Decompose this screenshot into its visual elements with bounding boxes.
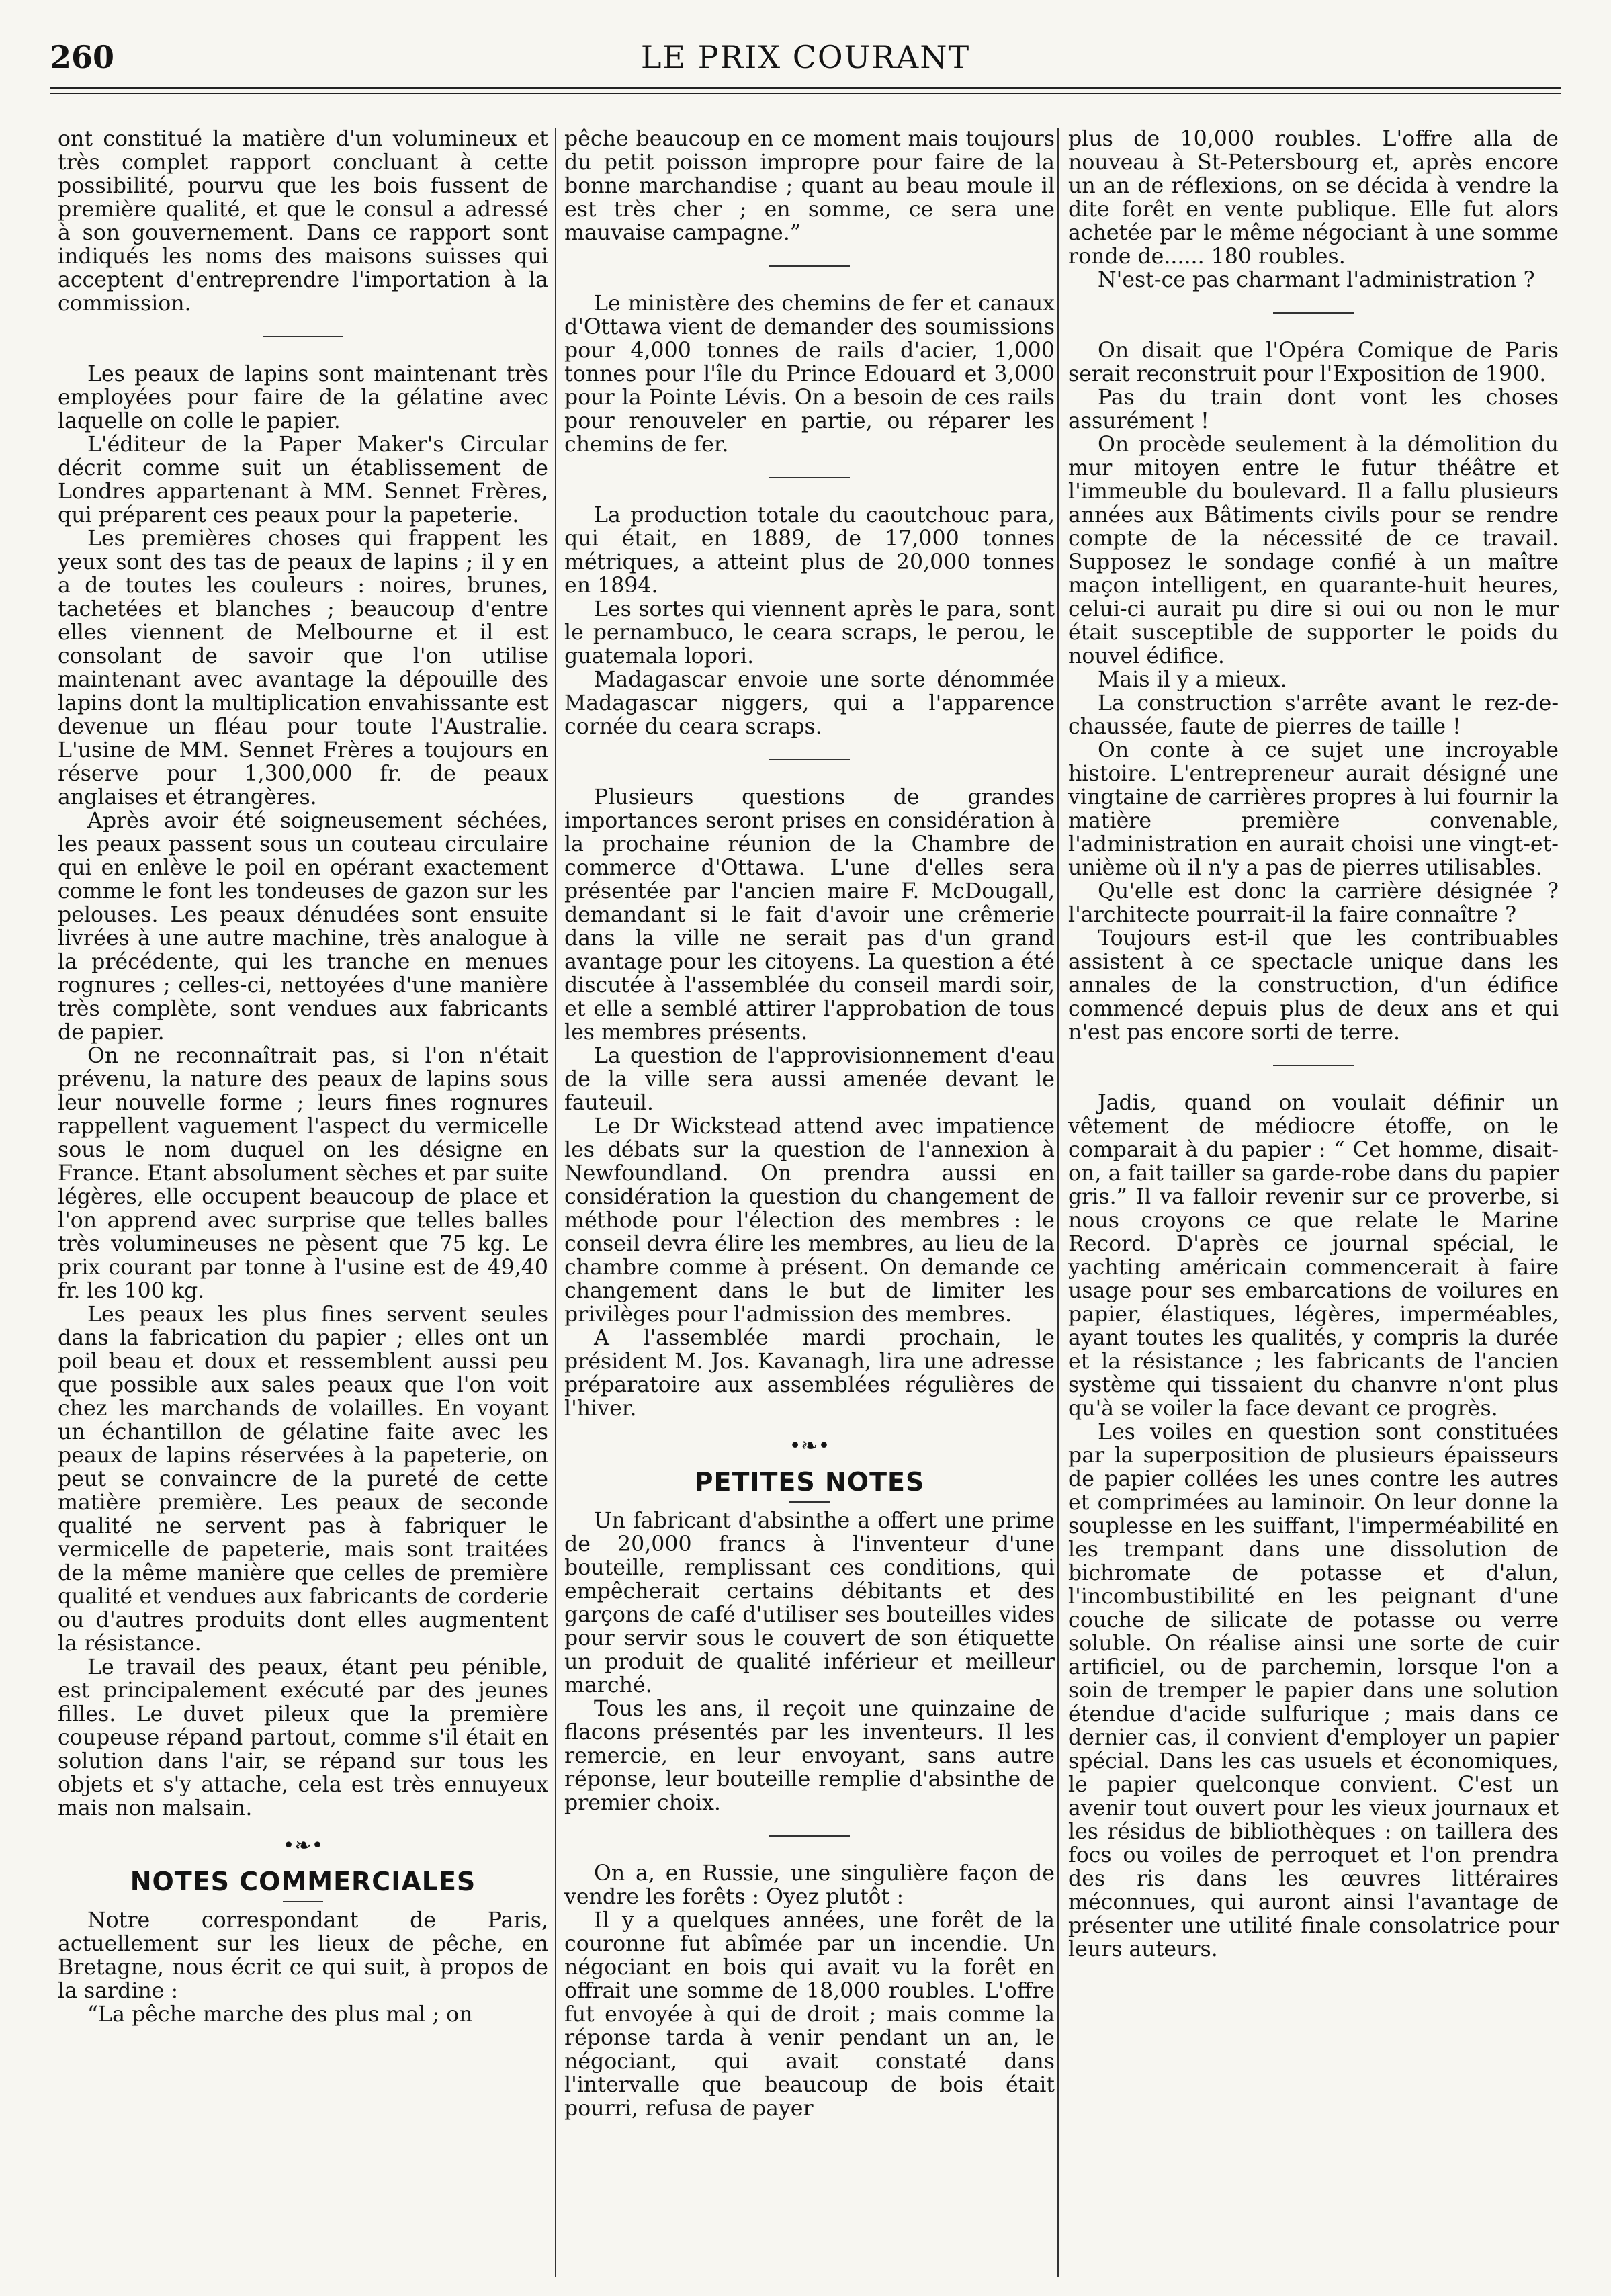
paragraph: On a, en Russie, une singulière façon de vendre les forêts : Oyez plutôt : [564, 1861, 1055, 1909]
paragraph: plus de 10,000 roubles. L'offre alla de nouveau à St-Petersbourg et, après encore un an de réflexions, on se décida à vendre la dite forêt en vente publique. Elle fut alors achetée par le même négociant à une somme ronde de...... 180 roubles. [1068, 128, 1559, 269]
separator [1273, 312, 1354, 314]
paragraph: Il y a quelques années, une forêt de la couronne fut abîmée par un incendie. Un négociant en bois qui avait vu la forêt en offrait une somme de 18,000 roubles. L'offre fut envoyée à qui de droit ; mais comme la réponse tarda à venir pendant un an, le négociant, qui avait constaté dans l'intervalle que beaucoup de bois était pourri, refusa de payer [564, 1908, 1055, 2121]
separator [769, 759, 850, 760]
paragraph: Jadis, quand on voulait définir un vêtement de médiocre étoffe, on le comparait à du papier : “ Cet homme, disait-on, a fait tailler sa garde-robe dans du papier gris.” Il va falloir revenir sur ce proverbe, si nous croyons ce que relate le Marine Record. D'après ce journal spécial, le yachting américain commencerait à faire usage pour ses embarcations de voilures en papier, élastiques, légères, imperméables, ayant toutes les qualités, y compris la durée et la résistance ; les fabricants de l'ancien système qui tissaient du chanvre n'ont plus qu'à se voiler la face devant ce progrès. [1068, 1091, 1559, 1421]
column-divider [1057, 128, 1059, 2277]
title-rule [789, 1501, 830, 1503]
paragraph: pêche beaucoup en ce moment mais toujours du petit poisson impropre pour faire de la bonne marchandise ; quant au beau moule il est très cher ; en somme, ce sera une mauvaise campagne.” [564, 128, 1055, 245]
paragraph: Madagascar envoie une sorte dénommée Madagascar niggers, qui a l'apparence cornée du ceara scraps. [564, 668, 1055, 739]
paragraph: ont constitué la matière d'un volumineux et très complet rapport concluant à cette possibilité, pourvu que les bois fussent de première qualité, et que le consul a adressé à son gouvernement. Dans ce rapport sont indiqués les noms des maisons suisses qui acceptent d'entreprendre l'importation à la commission. [58, 128, 548, 316]
separator [769, 1835, 850, 1837]
page-number: 260 [50, 39, 115, 75]
section-title: NOTES COMMERCIALES [130, 1867, 476, 1896]
paragraph: La construction s'arrête avant le rez-de-chaussée, faute de pierres de taille ! [1068, 691, 1559, 739]
paragraph: Qu'elle est donc la carrière désignée ? l'architecte pourrait-il la faire connaître ? [1068, 879, 1559, 927]
paragraph: La production totale du caoutchouc para, qui était, en 1889, de 17,000 tonnes métriques, a atteint plus de 20,000 tonnes en 1894. [564, 503, 1055, 598]
paragraph: Tous les ans, il reçoit une quinzaine de flacons présentés par les inventeurs. Il les remercie, en leur envoyant, sans autre réponse, leur bouteille remplie d'absinthe de premier choix. [564, 1697, 1055, 1815]
column-middle [564, 128, 1055, 2277]
paragraph: Les voiles en question sont constituées par la superposition de plusieurs épaisseurs de papier collées les unes contre les autres et comprimées au laminoir. On leur donne la souplesse en les suiffant, l'imperméabilité en les trempant dans une dissolution de bichromate de potasse et d'alun, l'incombustibilité en les peignant d'une couche de silicate de potasse ou verre soluble. On réalise ainsi une sorte de cuir artificiel, ou de parchemin, lorsque l'on a soin de tremper le papier dans une solution étendue d'acide sulfurique ; mais dans ce dernier cas, il convient d'employer un papier spécial. Dans les cas usuels et économiques, le papier quelconque convient. C'est un avenir tout ouvert pour les vieux journaux et les résidus de bibliothèques : on taillera des focs ou voiles de perroquet et l'on prendra des ris dans les œuvres littéraires méconnues, qui auront ainsi l'avantage de présenter une utilité finale consolatrice pour leurs auteurs. [1068, 1420, 1559, 1961]
header-rule [50, 87, 1561, 89]
separator [769, 265, 850, 267]
separator [1273, 1065, 1354, 1066]
paragraph: L'éditeur de la Paper Maker's Circular décrit comme suit un établissement de Londres appartenant à MM. Sennet Frères, qui préparent ces peaux pour la papeterie. [58, 433, 548, 527]
section-ornament: •❧• [282, 1834, 324, 1857]
paragraph: Les peaux les plus fines servent seules dans la fabrication du papier ; elles ont un poil beau et doux et ressemblent aussi peu que possible aux sales peaux que l'on voit chez les marchands de volailles. En voyant un échantillon de gélatine faite avec les peaux de lapins réservées à la papeterie, on peut se convaincre de la pureté de cette matière première. Les peaux de seconde qualité ne servent pas à fabriquer le vermicelle de papeterie, mais sont traitées de la même manière que celles de première qualité et vendues aux fabricants de corderie ou d'autres produits dont elles augmentent la résistance. [58, 1302, 548, 1656]
paragraph: On ne reconnaîtrait pas, si l'on n'était prévenu, la nature des peaux de lapins sous leur nouvelle forme ; leurs fines rognures rappellent vaguement l'aspect du vermicelle sous le nom duquel on les désigne en France. Etant absolument sèches et par suite légères, elle occupent beaucoup de place et l'on apprend avec surprise que telles balles très volumineuses ne pèsent que 75 kg. Le prix courant par tonne à l'usine est de 49,40 fr. les 100 kg. [58, 1044, 548, 1303]
paragraph: On procède seulement à la démolition du mur mitoyen entre le futur théâtre et l'immeuble du boulevard. Il a fallu plusieurs années aux Bâtiments civils pour se rendre compte de la nécessité de ce travail. Supposez le sondage confié à un maître maçon intelligent, en quarante-huit heures, celui-ci aurait pu dire si oui ou non le mur était susceptible de supporter le poids du nouvel édifice. [1068, 433, 1559, 668]
paragraph: N'est-ce pas charmant l'administration ? [1098, 268, 1535, 292]
paragraph: Les peaux de lapins sont maintenant très employées pour faire de la gélatine avec laquelle on colle le papier. [58, 362, 548, 433]
page-header [50, 39, 1561, 93]
paragraph: Pas du train dont vont les choses assurément ! [1068, 386, 1559, 433]
paragraph: Toujours est-il que les contribuables assistent à ce spectacle unique dans les annales de la construction, d'un édifice commencé depuis plus de deux ans et qui n'est pas encore sorti de terre. [1068, 926, 1559, 1045]
separator [263, 336, 343, 337]
paragraph: Le travail des peaux, étant peu pénible, est principalement exécuté par des jeunes filles. Le duvet pileux que la première coupeuse répand partout, comme s'il était en solution dans l'air, se répand sur tous les objets et s'y attache, cela est très ennuyeux mais non malsain. [58, 1655, 548, 1820]
page-title: LE PRIX COURANT [640, 39, 971, 75]
paragraph: A l'assemblée mardi prochain, le président M. Jos. Kavanagh, lira une adresse préparatoire aux assemblées régulières de l'hiver. [564, 1326, 1055, 1421]
column-divider [555, 128, 556, 2277]
paragraph: Plusieurs questions de grandes importances seront prises en considération à la prochaine réunion de la Chambre de commerce d'Ottawa. L'une d'elles sera présentée par l'ancien maire F. McDougall, demandant si le fait d'avoir une crêmerie dans la ville ne serait pas d'un grand avantage pour les citoyens. La question a été discutée à l'assemblée du conseil mardi soir, et elle a semblé attirer l'approbation de tous les membres présents. [564, 785, 1055, 1045]
section-title: PETITES NOTES [694, 1467, 925, 1497]
section-ornament: •❧• [789, 1434, 830, 1458]
header-rule-double [50, 93, 1561, 94]
paragraph: On disait que l'Opéra Comique de Paris serait reconstruit pour l'Exposition de 1900. [1068, 339, 1559, 386]
separator [769, 477, 850, 478]
paragraph: “La pêche marche des plus mal ; on [87, 2002, 473, 2027]
paragraph: Les premières choses qui frappent les yeux sont des tas de peaux de lapins ; il y en a de toutes les couleurs : noires, brunes, tachetées et blanches ; beaucoup d'entre elles viennent de Melbourne et il est consolant de savoir que l'on utilise maintenant avec avantage la dépouille des lapins dont la multiplication envahissante est devenue un fléau pour toute l'Australie. L'usine de MM. Sennet Frères a toujours en réserve pour 1,300,000 fr. de peaux anglaises et étrangères. [58, 527, 548, 809]
paragraph: On conte à ce sujet une incroyable histoire. L'entrepreneur aurait désigné une vingtaine de carrières propres à lui fournir la matière première convenable, l'administration en aurait choisi une vingt-et-unième où il n'y a pas de pierres utilisables. [1068, 738, 1559, 880]
paragraph: La question de l'approvisionnement d'eau de la ville sera aussi amenée devant le fauteuil. [564, 1044, 1055, 1115]
paragraph: Le ministère des chemins de fer et canaux d'Ottawa vient de demander des soumissions pour 4,000 tonnes de rails d'acier, 1,000 tonnes pour l'île du Prince Edouard et 3,000 pour la Pointe Lévis. On a besoin de ces rails pour renouveler en partie, ou réparer les chemins de fer. [564, 292, 1055, 457]
paragraph: Un fabricant d'absinthe a offert une prime de 20,000 francs à l'inventeur d'une bouteille, remplissant ces conditions, qui empêcherait certains débitants et des garçons de café d'utiliser ses bouteilles vides pour servir sous le couvert de son étiquette un produit de qualité inférieur et meilleur marché. [564, 1509, 1055, 1697]
paragraph: Notre correspondant de Paris, actuellement sur les lieux de pêche, en Bretagne, nous écrit ce qui suit, à propos de la sardine : [58, 1908, 548, 2003]
column-left [58, 128, 548, 2277]
paragraph: Les sortes qui viennent après le para, sont le pernambuco, le ceara scraps, le perou, le guatemala lopori. [564, 597, 1055, 668]
paragraph: Mais il y a mieux. [1098, 668, 1287, 692]
column-right [1068, 128, 1559, 2277]
paragraph: Après avoir été soigneusement séchées, les peaux passent sous un couteau circulaire qui en enlève le poil en opérant exactement comme le font les tondeuses de gazon sur les pelouses. Les peaux dénudées sont ensuite livrées à une autre machine, très analogue à la précédente, qui les tranche en menues rognures ; celles-ci, nettoyées d'une manière très complète, sont vendues aux fabricants de papier. [58, 809, 548, 1045]
title-rule [283, 1901, 323, 1902]
paragraph: Le Dr Wickstead attend avec impatience les débats sur la question de l'annexion à Newfoundland. On prendra aussi en considération la question du changement de méthode pour l'élection des membres : le conseil devra élire les membres, au lieu de la chambre comme à présent. On demande ce changement dans le but de limiter les privilèges pour l'admission des membres. [564, 1114, 1055, 1327]
